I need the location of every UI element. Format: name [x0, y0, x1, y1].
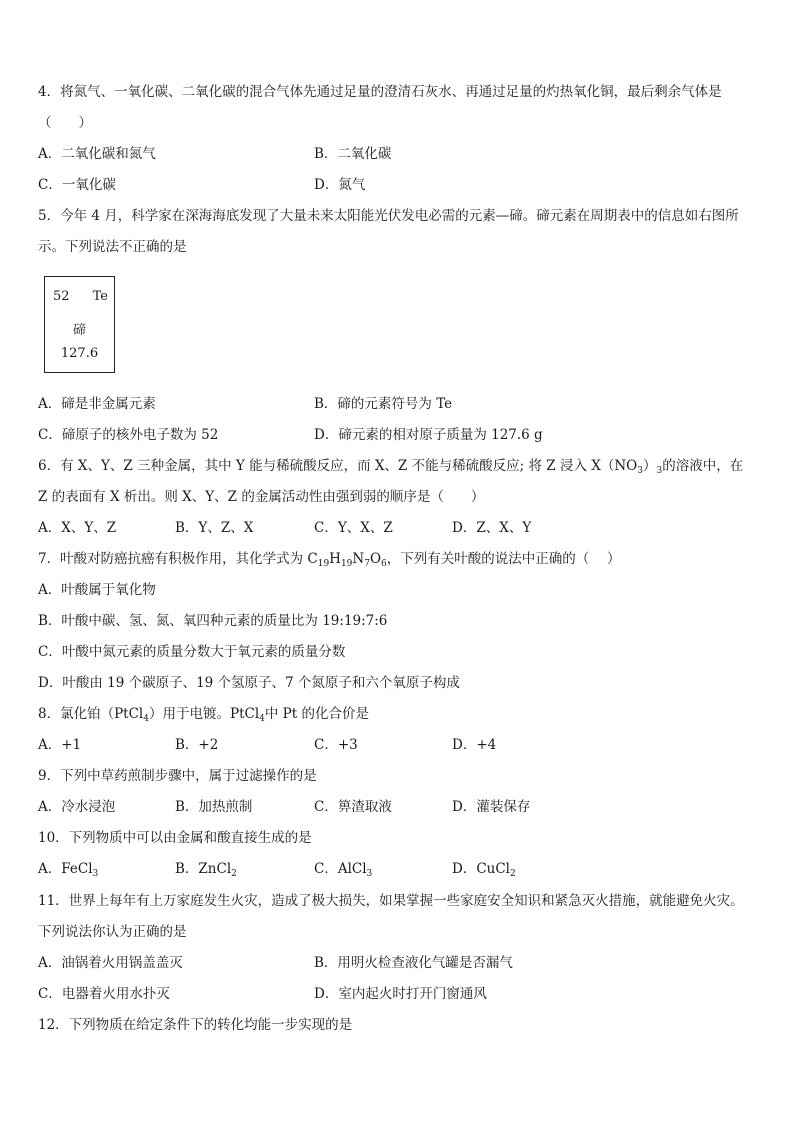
element-name: 碲	[72, 323, 86, 338]
q4-option-b: B．二氧化碳	[314, 146, 392, 162]
q5-stem-line1: 5．今年 4 月，科学家在深海海底发现了大量未来太阳能光伏发电必需的元素—碲。碲元素在周期表中的信息如右图所	[38, 208, 739, 224]
q7-option-b: B．叶酸中碳、氢、氮、氧四种元素的质量比为 19:19:7:6	[38, 613, 388, 629]
element-symbol: Te	[92, 289, 108, 304]
q9-option-b: B．加热煎制	[175, 799, 253, 815]
q8-option-b: B．+2	[175, 737, 219, 753]
atomic-number: 52	[53, 289, 70, 304]
q4-stem: 4．将氮气、一氧化碳、二氧化碳的混合气体先通过足量的澄清石灰水、再通过足量的灼热氧化铜，最后剩余气体是	[38, 84, 722, 100]
q10-option-b: B．ZnCl$_2$	[175, 861, 237, 879]
q4-option-c: C．一氧化碳	[38, 177, 116, 193]
q7-option-c: C．叶酸中氮元素的质量分数大于氧元素的质量分数	[38, 644, 346, 660]
q7-option-a: A．叶酸属于氧化物	[38, 582, 156, 598]
q6-option-a: A．X、Y、Z	[38, 520, 117, 536]
q10-stem: 10．下列物质中可以由金属和酸直接生成的是	[38, 830, 312, 846]
q8-option-d: D．+4	[452, 737, 497, 753]
q8-stem: 8．氯化铂（PtCl$_4$）用于电镀。PtCl$_4$中 Pt 的化合价是	[38, 706, 369, 724]
q9-stem: 9．下列中草药煎制步骤中，属于过滤操作的是	[38, 768, 317, 784]
q7-stem: 7．叶酸对防癌抗癌有积极作用，其化学式为 $C_{19}H_{19}N_7O_6$，下列有关叶酸的说法中正确的（ ）	[38, 551, 621, 569]
tellurium-element-card	[44, 276, 115, 373]
q12-stem: 12．下列物质在给定条件下的转化均能一步实现的是	[38, 1017, 353, 1033]
q9-option-c: C．箅渣取液	[314, 799, 392, 815]
q9-option-d: D．灌装保存	[452, 799, 531, 815]
q5-option-b: B．碲的元素符号为 Te	[314, 396, 453, 412]
q10-option-d: D．CuCl$_2$	[452, 861, 516, 879]
q4-option-d: D．氮气	[314, 177, 366, 193]
q8-option-a: A．+1	[38, 737, 82, 753]
q11-stem-line2: 下列说法你认为正确的是	[38, 924, 187, 940]
q10-option-a: A．FeCl$_3$	[38, 861, 99, 879]
q11-option-d: D．室内起火时打开门窗通风	[314, 986, 487, 1002]
q11-option-a: A．油锅着火用锅盖盖灭	[38, 955, 183, 971]
q11-option-b: B．用明火检查液化气罐是否漏气	[314, 955, 513, 971]
q6-stem-line2: Z 的表面有 X 析出。则 X、Y、Z 的金属活动性由强到弱的顺序是（ ）	[38, 489, 485, 505]
q9-option-a: A．冷水浸泡	[38, 799, 116, 815]
q8-option-c: C．+3	[314, 737, 358, 753]
q5-option-d: D．碲元素的相对原子质量为 127.6 g	[314, 427, 543, 443]
q6-option-b: B．Y、Z、X	[175, 520, 254, 536]
q5-option-a: A．碲是非金属元素	[38, 396, 156, 412]
q5-option-c: C．碲原子的核外电子数为 52	[38, 427, 219, 443]
q5-stem-line2: 示。下列说法不正确的是	[38, 239, 187, 255]
q6-option-c: C．Y、X、Z	[314, 520, 393, 536]
q10-option-c: C．AlCl$_3$	[314, 861, 373, 879]
q4-option-a: A．二氧化碳和氮气	[38, 146, 156, 162]
q7-option-d: D．叶酸由 19 个碳原子、19 个氢原子、7 个氮原子和六个氧原子构成	[38, 675, 460, 691]
q4-paren: （ ）	[38, 115, 92, 131]
q6-option-d: D．Z、X、Y	[452, 520, 532, 536]
q11-stem-line1: 11．世界上每年有上万家庭发生火灾，造成了极大损失，如果掌握一些家庭安全知识和紧急灭火措施，就能避免火灾。	[38, 893, 744, 909]
q6-stem-line1: 6．有 X、Y、Z 三种金属，其中 Y 能与稀硫酸反应，而 X、Z 不能与稀硫酸反应; 将 Z 浸入 $X(NO_3)_3$的溶液中，在	[38, 458, 744, 476]
q11-option-c: C．电器着火用水扑灭	[38, 986, 170, 1002]
atomic-mass: 127.6	[60, 346, 99, 361]
